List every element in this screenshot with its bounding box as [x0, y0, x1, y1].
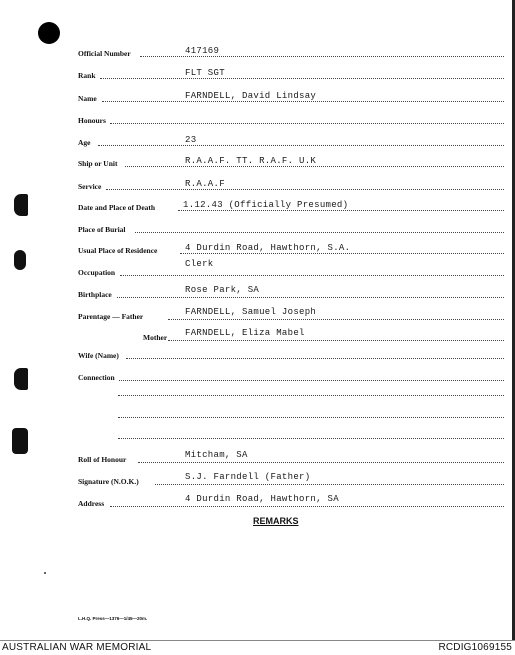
- field-date-place-death: [0, 198, 515, 212]
- field-label: Ship or Unit: [78, 159, 118, 168]
- field-line: [117, 297, 504, 298]
- field-line: [168, 319, 504, 320]
- field-label: Connection: [78, 373, 115, 382]
- field-line: [120, 275, 504, 276]
- field-line: [155, 484, 504, 485]
- field-line: [126, 358, 504, 359]
- field-value: 1.12.43 (Officially Presumed): [183, 200, 349, 210]
- connection-line: [118, 417, 504, 418]
- field-label: Mother: [143, 333, 168, 342]
- field-mother: [0, 328, 515, 342]
- field-value: 4 Durdin Road, Hawthorn, S.A.: [185, 243, 351, 253]
- footer-institution: AUSTRALIAN WAR MEMORIAL: [2, 642, 152, 653]
- field-line: [110, 506, 504, 507]
- field-line: [110, 123, 504, 124]
- field-label: Parentage — Father: [78, 312, 144, 321]
- field-occupation: [0, 259, 515, 277]
- field-honours: [0, 111, 515, 125]
- field-line: [178, 210, 504, 211]
- field-rank: [0, 66, 515, 80]
- field-connection: [0, 368, 515, 382]
- archive-footer: [0, 640, 515, 655]
- field-line: [180, 253, 504, 254]
- field-signature: [0, 472, 515, 486]
- field-wife: [0, 346, 515, 360]
- field-label: Usual Place of Residence: [78, 246, 158, 255]
- field-label: Address: [78, 499, 105, 508]
- field-label: Place of Burial: [78, 225, 126, 234]
- field-father: [0, 307, 515, 321]
- connection-line: [118, 438, 504, 439]
- field-label: Occupation: [78, 268, 116, 277]
- field-line: [102, 101, 504, 102]
- field-line: [125, 166, 504, 167]
- field-value: 4 Durdin Road, Hawthorn, SA: [185, 494, 339, 504]
- field-line: [138, 462, 504, 463]
- field-label: Wife (Name): [78, 351, 119, 360]
- field-label: Date and Place of Death: [78, 203, 156, 212]
- field-value: Rose Park, SA: [185, 285, 260, 295]
- field-line: [106, 189, 504, 190]
- field-value: 417169: [185, 46, 220, 56]
- field-label: Honours: [78, 116, 106, 125]
- field-age: [0, 133, 515, 147]
- field-address: [0, 494, 515, 508]
- field-value: 23: [185, 135, 197, 145]
- field-roll-of-honour: [0, 450, 515, 464]
- field-value: R.A.A.F: [185, 179, 225, 189]
- field-value: FARNDELL, Samuel Joseph: [185, 307, 317, 317]
- field-label: Name: [78, 94, 97, 103]
- field-name: [0, 89, 515, 103]
- field-place-of-burial: [0, 220, 515, 234]
- field-label: Service: [78, 182, 102, 191]
- field-label: Official Number: [78, 49, 131, 58]
- field-ship-or-unit: [0, 154, 515, 168]
- field-line: [98, 145, 504, 146]
- field-value: Mitcham, SA: [185, 450, 248, 460]
- field-label: Age: [78, 138, 91, 147]
- field-value: R.A.A.F. TT. R.A.F. U.K: [185, 156, 317, 166]
- footer-record-id: RCDIG1069155: [438, 642, 512, 653]
- field-birthplace: [0, 285, 515, 299]
- printer-imprint: L.H.Q. Press—1376—1/45—20m.: [78, 616, 148, 621]
- paper-speck: [44, 572, 46, 574]
- connection-line: [118, 395, 504, 396]
- field-value: S.J. Farndell (Father): [185, 472, 311, 482]
- field-label: Rank: [78, 71, 96, 80]
- field-usual-residence: [0, 241, 515, 255]
- field-value: FARNDELL, David Lindsay: [185, 91, 317, 101]
- field-value: FARNDELL, Eliza Mabel: [185, 328, 305, 338]
- field-label: Birthplace: [78, 290, 112, 299]
- field-value: FLT SGT: [185, 68, 225, 78]
- field-official-number: [0, 44, 515, 58]
- remarks-heading: REMARKS: [253, 516, 299, 526]
- field-service: [0, 177, 515, 191]
- field-line: [168, 340, 504, 341]
- field-label: Roll of Honour: [78, 455, 127, 464]
- field-line: [140, 56, 504, 57]
- field-line: [135, 232, 504, 233]
- field-line: [119, 380, 504, 381]
- punch-hole: [38, 22, 60, 44]
- field-line: [100, 78, 504, 79]
- field-label: Signature (N.O.K.): [78, 477, 139, 486]
- field-value: Clerk: [185, 259, 214, 269]
